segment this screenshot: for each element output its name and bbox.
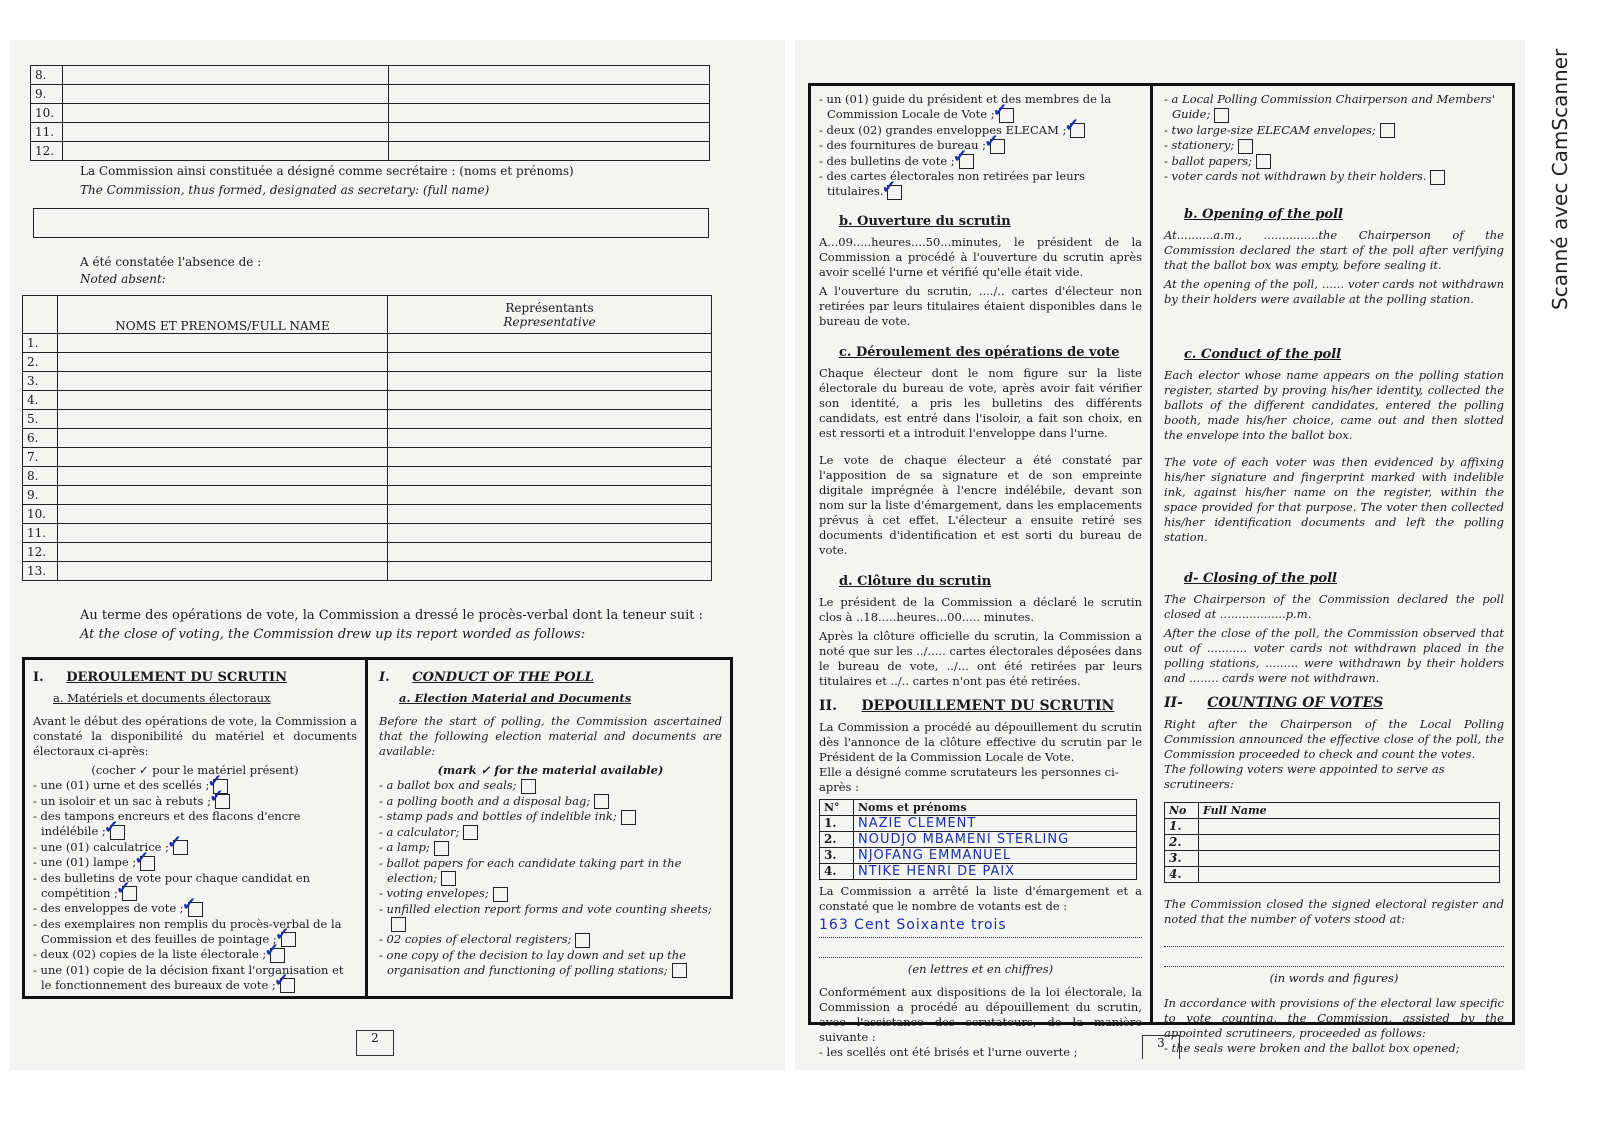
secretary-label-en: The Commission, thus formed, designated as secretary: (full name) (80, 183, 490, 197)
opening-text: At..........a.m., ...............the Chairperson of the Commission declared the start of the poll after verifying that the ballot box was empty, before sealing it. (1164, 227, 1504, 272)
table-row: 4. (23, 391, 712, 410)
scrutineers-intro: Elle a désigné comme scrutateurs les personnes ci-après : (819, 764, 1119, 794)
list-item: - un isoloir et un sac à rebuts ;✓ (33, 794, 357, 810)
closing-cards-text: After the close of the poll, the Commission observed that out of ........... voter cards not withdrawn placed in the polling stations, ......... were withdrawn by their holders and ........ cards were not withdrawn. (1164, 625, 1504, 685)
conduct-title: c. Conduct of the poll (1184, 346, 1342, 362)
representative-cell[interactable] (388, 486, 712, 505)
checkbox[interactable] (122, 886, 137, 901)
checkbox[interactable] (887, 185, 902, 200)
checkbox[interactable] (391, 917, 406, 932)
list-item: - des fournitures de bureau ;✓ (819, 138, 1142, 154)
column-en (1156, 86, 1512, 1055)
representative-cell[interactable] (388, 448, 712, 467)
opening-cards-text: At the opening of the poll, ...... voter cards not withdrawn by their holders were available at the polling station. (1164, 276, 1504, 306)
checkbox[interactable] (280, 978, 295, 993)
checkbox[interactable] (463, 825, 478, 840)
list-item: - des bulletins de vote ;✓ (819, 154, 1142, 170)
seals-item: - les scellés ont été brisés et l'urne ouverte ; (819, 1044, 1078, 1059)
table-row: 3. (23, 372, 712, 391)
opening-cards-text: A l'ouverture du scrutin, ..../.. cartes d'électeur non retirées par leurs titulaires étaient disponibles dans le bureau de vote. (819, 283, 1142, 328)
list-item: - stamp pads and bottles of indelible ink; (379, 809, 722, 825)
checkbox[interactable] (1214, 108, 1229, 123)
list-item: - des enveloppes de vote ;✓ (33, 901, 357, 917)
name-cell[interactable] (1199, 818, 1500, 834)
name-cell[interactable] (58, 429, 388, 448)
checkbox[interactable] (1256, 154, 1271, 169)
table-row: 2. (1165, 834, 1500, 850)
opening-title: b. Opening of the poll (1184, 206, 1343, 222)
counting-text: Right after the Chairperson of the Local Polling Commission announced the effective close of the poll, the Commission proceeded to check and count the votes. (1164, 716, 1504, 761)
section-title: DEPOUILLEMENT DU SCRUTIN (861, 697, 1115, 714)
absent-table: NOMS ET PRENOMS/FULL NAME Représentants Representative 1. 2. 3. 4. 5. 6. 7. 8. 9. 10. 11. 12. 13. (22, 295, 712, 581)
table-row: 3. NJOFANG EMMANUEL (820, 847, 1137, 863)
section-title: DEROULEMENT DU SCRUTIN (66, 670, 287, 685)
table-row: 8. (23, 467, 712, 486)
section-number: I. (33, 670, 44, 685)
section-title: COUNTING OF VOTES (1207, 694, 1384, 711)
intro-text: Avant le début des opérations de vote, la Commission a constaté la disponibilité du matériel et documents électoraux ci-après: (33, 714, 357, 758)
mark-instruction: (cocher ✓ pour le matériel présent) (91, 763, 299, 777)
closing-text: Le président de la Commission a déclaré le scrutin clos à ..18.....heures...00..... minutes. (819, 594, 1142, 624)
section-number: II- (1164, 694, 1183, 711)
name-cell[interactable] (58, 334, 388, 353)
voters-text: The Commission closed the signed electoral register and noted that the number of voters stood at: (1164, 896, 1504, 926)
table-row: 6. (23, 429, 712, 448)
name-cell[interactable] (58, 486, 388, 505)
checkbox[interactable] (1238, 139, 1253, 154)
table-row: 9. (23, 486, 712, 505)
list-item: - une (01) lampe ;✓ (33, 855, 357, 871)
secretary-field[interactable] (33, 208, 709, 238)
seals-item: - the seals were broken and the ballot box opened; (1164, 1040, 1460, 1055)
voters-text: La Commission a arrêté la liste d'émargement et a constaté que le nombre de votants est de : (819, 883, 1142, 913)
checkbox[interactable] (999, 108, 1014, 123)
list-item: - a ballot box and seals; (379, 778, 722, 794)
closing-title: d. Clôture du scrutin (839, 573, 992, 589)
page-number: 2 (356, 1030, 394, 1056)
conduct-text-2: The vote of each voter was then evidenced by affixing his/her signature and fingerprint marked with indelible ink, against his/her name on the register, within the space provided for that purpose. The voter then collected his/her identification documents and left the polling station. (1164, 454, 1504, 544)
list-item: - a Local Polling Commission Chairperson and Members' Guide; (1164, 92, 1495, 121)
table-row: 3. (1165, 850, 1500, 866)
table-row: 11. (23, 524, 712, 543)
name-cell[interactable] (1199, 866, 1500, 882)
representative-cell[interactable] (388, 334, 712, 353)
checkbox[interactable] (140, 856, 155, 871)
page-number: 3 (1142, 1035, 1180, 1059)
checkbox[interactable] (621, 810, 636, 825)
name-cell[interactable] (58, 562, 388, 581)
checkbox[interactable] (959, 154, 974, 169)
list-item: - des exemplaires non remplis du procès-verbal de la Commission et des feuilles de pointage ;✓ (33, 917, 357, 948)
representative-cell[interactable] (388, 372, 712, 391)
table-row: 2. (23, 353, 712, 372)
list-item: - une (01) calculatrice ;✓ (33, 840, 357, 856)
secretary-label-fr: La Commission ainsi constituée a désigné comme secrétaire : (noms et prénoms) (80, 164, 574, 178)
name-cell[interactable] (58, 467, 388, 486)
list-item: - one copy of the decision to lay down and set up the organisation and functioning of polling stations; (379, 947, 686, 977)
list-item: - two large-size ELECAM envelopes; (1164, 123, 1504, 139)
report-intro-en: At the close of voting, the Commission drew up its report worded as follows: (80, 627, 586, 642)
conduct-text: Each elector whose name appears on the polling station register, started by proving his/her identity, collected the ballots of the different candidates, entered the polling booth, made his/her choice, came out and then slotted the envelope into the ballot box. (1164, 367, 1504, 442)
members-table-continued: 8. 9. 10. 11. 12. (30, 65, 710, 161)
table-row: 1. (1165, 818, 1500, 834)
column-en (371, 660, 730, 996)
representative-cell[interactable] (388, 391, 712, 410)
list-item: - a polling booth and a disposal bag; (379, 794, 722, 810)
table-row: 5. (23, 410, 712, 429)
list-item: - voting envelopes; (379, 886, 722, 902)
list-item: - a calculator; (379, 825, 722, 841)
report-intro-fr: Au terme des opérations de vote, la Commission a dressé le procès-verbal dont la teneur suit : (80, 608, 703, 623)
list-item: - deux (02) grandes enveloppes ELECAM ;✓ (819, 123, 1142, 139)
representative-cell[interactable] (388, 562, 712, 581)
name-cell[interactable] (58, 410, 388, 429)
opening-text: A...09.....heures....50...minutes, le président de la Commission a procédé à l'ouverture du scrutin après avoir scellé l'urne et vérifié qu'elle était vide. (819, 234, 1142, 279)
table-row: 4. NTIKE HENRI DE PAIX (820, 863, 1137, 879)
checkbox[interactable] (1070, 123, 1085, 138)
checkbox[interactable] (441, 871, 456, 886)
list-item: - voter cards not withdrawn by their holders. (1164, 169, 1504, 185)
list-item: - stationery; (1164, 138, 1504, 154)
column-fr (811, 86, 1153, 1059)
table-row: 10. (23, 505, 712, 524)
checkbox[interactable] (990, 139, 1005, 154)
checkbox[interactable] (215, 794, 230, 809)
words-note: (in words and figures) (1269, 970, 1399, 985)
procedure-text: In accordance with provisions of the electoral law specific to vote counting, the Commission, assisted by the appointed scrutineers, proceeded as follows: (1164, 995, 1504, 1040)
opening-title: b. Ouverture du scrutin (839, 213, 1011, 229)
checkbox[interactable] (270, 948, 285, 963)
list-item: - ballot papers; (1164, 154, 1504, 170)
scrutineers-table-en: No Full Name 1. 2. 3. 4. (1164, 802, 1500, 883)
checkbox[interactable] (1380, 123, 1395, 138)
representative-cell[interactable] (388, 467, 712, 486)
name-cell[interactable] (1199, 834, 1500, 850)
representative-cell[interactable] (388, 429, 712, 448)
list-item: - unfilled election report forms and vote counting sheets; (379, 902, 722, 933)
list-item: - des bulletins de vote pour chaque candidat en compétition ;✓ (33, 871, 357, 902)
conduct-title: c. Déroulement des opérations de vote (839, 344, 1120, 360)
name-cell[interactable] (1199, 850, 1500, 866)
closing-text: The Chairperson of the Commission declared the poll closed at ..................p.m. (1164, 591, 1504, 621)
watermark: Scanné avec CamScanner (1548, 48, 1572, 310)
representative-cell[interactable] (388, 543, 712, 562)
conduct-text: Chaque électeur dont le nom figure sur la liste électorale du bureau de vote, après avoir fait vérifier son identité, a pris les bulletins des différents candidats, est entré dans l'isoloir, a fait son choix, en est ressorti et a introduit l'enveloppe dans l'urne. (819, 365, 1142, 440)
section-number: II. (819, 697, 837, 714)
checkbox[interactable] (281, 932, 296, 947)
subsection-title: a. Election Material and Documents (399, 691, 632, 705)
checkbox[interactable] (173, 840, 188, 855)
list-item: - une (01) urne et des scellés ;✓ (33, 778, 357, 794)
list-item: - des cartes électorales non retirées par leurs titulaires.✓ (819, 169, 1142, 200)
checkbox[interactable] (521, 779, 536, 794)
name-cell[interactable] (58, 353, 388, 372)
conduct-text-2: Le vote de chaque électeur a été constaté par l'apposition de sa signature et de son empreinte digitale imprégnée à l'encre indélébile, devant son nom sur la liste d'émargement, dans les emplacements prévus à cet effet. L'électeur a ensuite retiré ses documents d'identification et est sorti du bureau de vote. (819, 452, 1142, 557)
name-cell[interactable] (58, 391, 388, 410)
voters-count-field[interactable] (1164, 931, 1504, 947)
counting-text: La Commission a procédé au dépouillement du scrutin dès l'annonce de la clôture effective du scrutin par le Président de la Commission Locale de Vote. (819, 719, 1142, 764)
list-item: - ballot papers for each candidate taking part in the election; (379, 855, 682, 885)
table-row: 4. (1165, 866, 1500, 882)
list-item: - des tampons encreurs et des flacons d'encre indélébile ;✓ (33, 809, 357, 840)
representative-cell[interactable] (388, 353, 712, 372)
list-item: - deux (02) copies de la liste électorale ;✓ (33, 947, 357, 963)
right-page-box (808, 83, 1515, 1059)
table-row: 1. NAZIE CLEMENT (820, 815, 1137, 831)
subsection-title: a. Matériels et documents électoraux (53, 691, 271, 705)
representative-cell[interactable] (388, 410, 712, 429)
table-row: 2. NOUDJO MBAMENI STERLING (820, 831, 1137, 847)
closing-cards-text: Après la clôture officielle du scrutin, la Commission a noté que sur les ../..... cartes électorales déposées dans le bureau de vote, ../... ont été retirées par leurs titulaires et ../.. cartes n'ont pas été retirées. (819, 628, 1142, 688)
checkbox[interactable] (110, 825, 125, 840)
absent-label-en: Noted absent: (80, 272, 166, 286)
checkbox[interactable] (672, 963, 687, 978)
name-cell[interactable] (58, 543, 388, 562)
name-cell[interactable] (58, 448, 388, 467)
scrutineers-intro: The following voters were appointed to serve as scrutineers: (1164, 761, 1445, 791)
mark-instruction: (mark ✓ for the material available) (437, 763, 664, 777)
checkbox[interactable] (188, 902, 203, 917)
table-row: 1. (23, 334, 712, 353)
table-row: 12. (23, 543, 712, 562)
section-title: CONDUCT OF THE POLL (412, 670, 594, 685)
checkbox[interactable] (493, 887, 508, 902)
procedure-text: Conformément aux dispositions de la loi électorale, la Commission a procédé au dépouillement du scrutin, avec l'assistance des scrutateurs, de la manière suivante : (819, 984, 1142, 1044)
section-number: I. (379, 670, 390, 685)
intro-text: Before the start of polling, the Commission ascertained that the following election material and documents are available: (379, 714, 722, 758)
checkbox[interactable] (575, 933, 590, 948)
checkbox[interactable] (594, 794, 609, 809)
table-row: 7. (23, 448, 712, 467)
absent-label-fr: A été constatée l'absence de : (80, 255, 262, 269)
table-row: 13. (23, 562, 712, 581)
closing-title: d- Closing of the poll (1184, 570, 1337, 586)
name-cell[interactable] (58, 372, 388, 391)
name-cell[interactable] (58, 505, 388, 524)
checkbox[interactable] (1430, 170, 1445, 185)
scrutineers-table: N° Noms et prénoms 1. NAZIE CLEMENT 2. NOUDJO MBAMENI STERLING 3. NJOFANG EMMANUEL 4. NTIKE HENRI DE PAIX (819, 799, 1137, 880)
list-item: - a lamp; (379, 840, 722, 856)
representative-cell[interactable] (388, 524, 712, 543)
name-cell[interactable] (58, 524, 388, 543)
representative-cell[interactable] (388, 505, 712, 524)
list-item: - une (01) copie de la décision fixant l'organisation et le fonctionnement des bureaux de vote ;✓ (33, 963, 357, 994)
column-fr (25, 660, 368, 996)
checkbox[interactable] (434, 841, 449, 856)
conduct-of-poll-box (22, 657, 733, 999)
list-item: - 02 copies of electoral registers; (379, 932, 722, 948)
words-note: (en lettres et en chiffres) (907, 961, 1054, 976)
list-item: - un (01) guide du président et des membres de la Commission Locale de Vote ;✓ (819, 92, 1142, 123)
voters-count-handwritten: 163 Cent Soixante trois (819, 918, 1142, 938)
